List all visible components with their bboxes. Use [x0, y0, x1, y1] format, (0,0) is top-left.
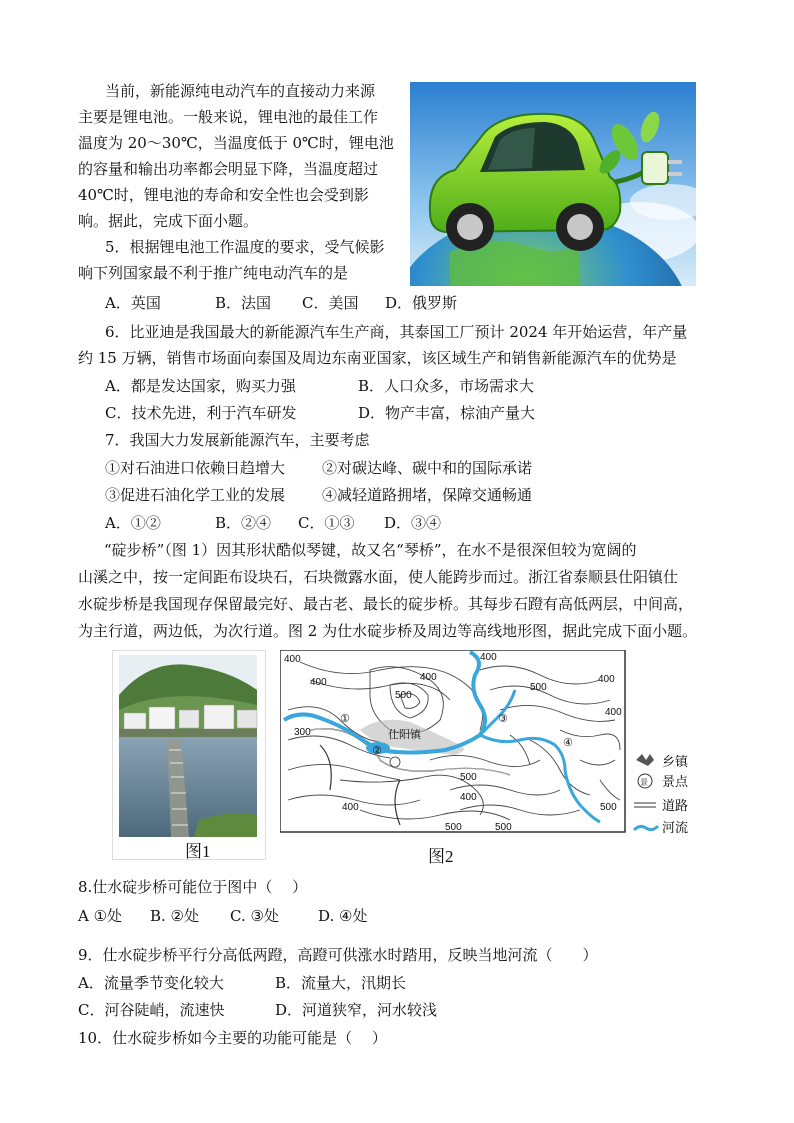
contour-label: 400: [342, 802, 359, 813]
figure-2-map: [280, 650, 704, 866]
option-b[interactable]: B. ②处: [150, 907, 200, 925]
question-stem: 响下列国家最不利于推广纯电动汽车的是: [78, 264, 349, 282]
contour-label: 400: [310, 677, 327, 688]
option-c[interactable]: C．技术先进，利于汽车研发: [105, 404, 297, 422]
question-stem: 6．比亚迪是我国最大的新能源汽车生产商，其泰国工厂预计 2024 年开始运营，年产量: [105, 323, 688, 341]
statement-3: ③促进石油化学工业的发展: [105, 486, 286, 504]
intro-line: 40℃时，锂电池的寿命和安全性也会受到影: [78, 186, 369, 204]
option-d[interactable]: D．俄罗斯: [385, 294, 458, 312]
figure-1-photo: [112, 650, 266, 860]
statement-2: ②对碳达峰、碳中和的国际承诺: [322, 459, 533, 477]
intro-line: 主要是锂电池。一般来说，锂电池的最佳工作: [78, 108, 379, 126]
option-d[interactable]: D．物产丰富，棕油产量大: [358, 404, 536, 422]
option-c[interactable]: C．①③: [298, 514, 355, 532]
contour-label: 400: [420, 672, 437, 683]
road-icon: [634, 803, 656, 807]
legend-label: 景点: [662, 774, 689, 789]
contour-label: 400: [605, 707, 622, 718]
option-a[interactable]: A．流量季节变化较大: [78, 974, 224, 992]
intro-line: 温度为 20～30℃，当温度低于 0℃时，锂电池: [78, 134, 394, 152]
option-c[interactable]: C. ③处: [230, 907, 279, 925]
scenic-icon: [638, 774, 652, 788]
contour-label: 500: [460, 772, 477, 783]
contour-map-svg: [280, 650, 704, 862]
option-b[interactable]: B．流量大，汛期长: [275, 974, 407, 992]
river-icon: [634, 826, 658, 830]
option-d[interactable]: D．③④: [384, 514, 442, 532]
option-c[interactable]: C．河谷陡峭，流速快: [78, 1001, 225, 1019]
figure-2-caption: 图2: [428, 847, 454, 866]
option-b[interactable]: B．②④: [215, 514, 272, 532]
option-b[interactable]: B．法国: [215, 294, 272, 312]
contour-label: 500: [600, 802, 617, 813]
statement-1: ①对石油进口依赖日趋增大: [105, 459, 286, 477]
passage-line: 山溪之中，按一定间距布设块石，石块微露水面，使人能跨步而过。浙江省泰顺县仕阳镇仕: [78, 568, 679, 586]
map-legend: [634, 754, 689, 835]
question-stem: 10．仕水碇步桥如今主要的功能可能是（ ）: [78, 1029, 387, 1047]
option-a[interactable]: A ①处: [78, 907, 123, 925]
contour-label: 400: [284, 654, 301, 665]
intro-line: 响。据此，完成下面小题。: [78, 212, 259, 230]
electric-car-image: [410, 82, 696, 286]
contour-label: 500: [495, 822, 512, 833]
spot-2: ②: [372, 744, 382, 757]
passage-line: 水碇步桥是我国现存保留最完好、最古老、最长的碇步桥。其每步石蹬有高低两层，中间高，: [78, 595, 694, 613]
legend-label: 道路: [662, 798, 689, 813]
legend-label: 河流: [662, 820, 689, 835]
contour-label: 500: [530, 682, 547, 693]
question-stem: 约 15 万辆，销售市场面向泰国及周边东南亚国家，该区域生产和销售新能源汽车的优势是: [78, 349, 677, 367]
option-b[interactable]: B．人口众多，市场需求大: [358, 377, 535, 395]
intro-line: 的容量和输出功率都会明显下降，当温度超过: [78, 160, 379, 178]
contour-label: 400: [598, 674, 615, 685]
passage-line: “碇步桥”（图 1）因其形状酷似琴键，故又名“琴桥”，在水不是很深但较为宽阔的: [104, 541, 637, 559]
figure-1-caption: 图1: [185, 842, 211, 861]
spot-1: ①: [340, 712, 350, 725]
question-stem: 8.仕水碇步桥可能位于图中（ ）: [78, 878, 308, 896]
option-d[interactable]: D. ④处: [318, 907, 368, 925]
spot-3: ③: [498, 712, 508, 725]
option-a[interactable]: A．①②: [105, 514, 161, 532]
contour-label: 400: [480, 652, 497, 663]
legend-label: 乡镇: [662, 754, 689, 769]
question-stem: 7．我国大力发展新能源汽车，主要考虑: [105, 431, 370, 449]
contour-label: 300: [294, 727, 311, 738]
contour-label: 400: [460, 792, 477, 803]
option-c[interactable]: C．美国: [302, 294, 359, 312]
passage-line: 为主行道，两边低，为次行道。图 2 为仕水碇步桥及周边等高线地形图，据此完成下面小题。: [78, 622, 698, 640]
spot-4: ④: [563, 736, 573, 749]
town-icon: [636, 754, 654, 766]
option-a[interactable]: A．英国: [105, 294, 161, 312]
question-stem: 5．根据锂电池工作温度的要求，受气候影: [105, 238, 385, 256]
town-label: 仕阳镇: [388, 729, 421, 741]
question-stem: 9．仕水碇步桥平行分高低两蹬，高蹬可供涨水时踏用，反映当地河流（ ）: [78, 946, 598, 964]
statement-4: ④减轻道路拥堵，保障交通畅通: [322, 486, 533, 504]
option-a[interactable]: A．都是发达国家，购买力强: [105, 377, 296, 395]
intro-line: 当前，新能源纯电动汽车的直接动力来源: [105, 82, 376, 100]
svg-text:景: 景: [640, 778, 648, 787]
option-d[interactable]: D．河道狭窄，河水较浅: [275, 1001, 438, 1019]
contour-label: 500: [445, 822, 462, 833]
contour-label: 500: [395, 690, 412, 701]
